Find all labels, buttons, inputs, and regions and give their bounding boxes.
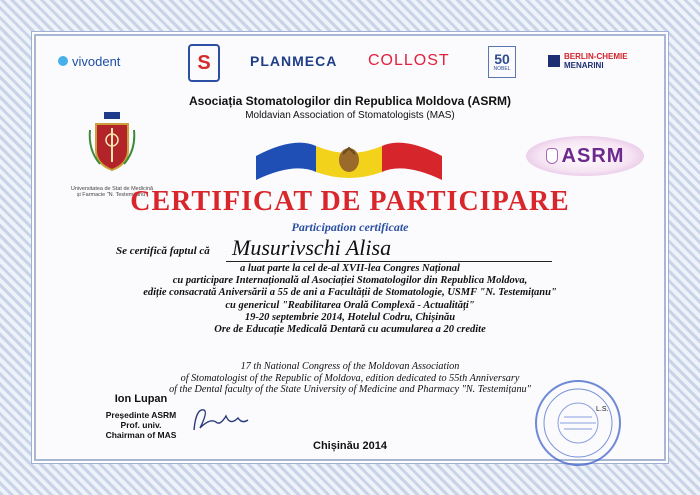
university-caption-line: Universitatea de Stat de Medicină <box>70 186 154 192</box>
body-line: 19-20 septembrie 2014, Hotelul Codru, Chișinău <box>244 311 456 323</box>
asrm-badge <box>526 136 644 176</box>
menarini-text: MENARINI <box>564 61 604 70</box>
signer-role <box>86 410 196 440</box>
place-date: Chișinău 2014 <box>313 440 387 452</box>
certificate-title: CERTIFICAT DE PARTICIPARE <box>130 186 570 217</box>
ls-mark: L.S. <box>596 406 609 413</box>
vivodent-mark-icon <box>58 56 68 66</box>
certificate-paper <box>36 36 664 459</box>
nobel-text: NOBEL <box>493 66 511 72</box>
body-line-en: of Stomatologist of the Republic of Moldova, edition dedicated to 55th Anniversary <box>180 372 520 384</box>
signer-name: Ion Lupan <box>114 393 168 405</box>
association-title: Asociația Stomatologilor din Republica Moldova (ASRM) <box>188 94 512 108</box>
body-line: cu genericul "Reabilitarea Orală Complexă - Actualități" <box>225 299 475 311</box>
nobel-logo <box>488 46 516 78</box>
university-crest-icon <box>86 110 138 174</box>
body-line: a luat parte la cel de-al XVII-lea Congres Național <box>240 263 460 274</box>
body-line-en: 17 th National Congress of the Moldovan Association <box>240 361 460 372</box>
signer-role-line: Președinte ASRM <box>105 410 177 420</box>
body-line-en: of the Dental faculty of the State University of Medicine and Pharmacy "N. Testemițanu" <box>169 384 531 396</box>
signer-role-line: Chairman of MAS <box>105 430 177 440</box>
official-stamp-icon <box>534 379 622 467</box>
body-line: cu participare Internațională al Asociației Stomatologilor din Republica Moldova, <box>172 275 528 287</box>
collost-logo: COLLOST <box>368 52 450 69</box>
signer-role-line: Prof. univ. <box>120 420 162 430</box>
nobel-mark-icon: 50 <box>494 51 510 67</box>
certificate-body-ro <box>36 263 664 336</box>
planmeca-logo: PLANMECA <box>250 53 338 69</box>
tooth-icon <box>546 148 558 164</box>
sponsor-sf-logo: S <box>188 44 220 82</box>
body-line: ediție consacrată Aniversării a 55 de ani a Facultății de Stomatologie, USMF "N. Testemițanu" <box>143 287 557 299</box>
berlin-chemie-mark-icon <box>548 55 560 67</box>
signature-icon <box>186 400 256 440</box>
association-subtitle: Moldavian Association of Stomatologists (MAS) <box>245 110 455 121</box>
body-line: Ore de Educație Medicală Dentară cu acumularea a 20 credite <box>214 324 486 336</box>
vivodent-text: vivodent <box>72 53 121 69</box>
participant-name: Musurivschi Alisa <box>226 235 552 262</box>
university-caption-line: și Farmacie "N. Testemițanu" <box>76 192 148 198</box>
berlin-chemie-logo <box>548 50 628 72</box>
asrm-badge-text: ASRM <box>561 144 625 167</box>
certifies-label: Se certifică faptul că <box>116 245 210 257</box>
moldova-flag-ribbon-icon <box>254 126 444 188</box>
certificate-subtitle: Participation certificate <box>291 220 409 234</box>
vivodent-logo <box>58 50 120 72</box>
berlin-chemie-text: BERLIN-CHEMIE <box>564 52 628 61</box>
